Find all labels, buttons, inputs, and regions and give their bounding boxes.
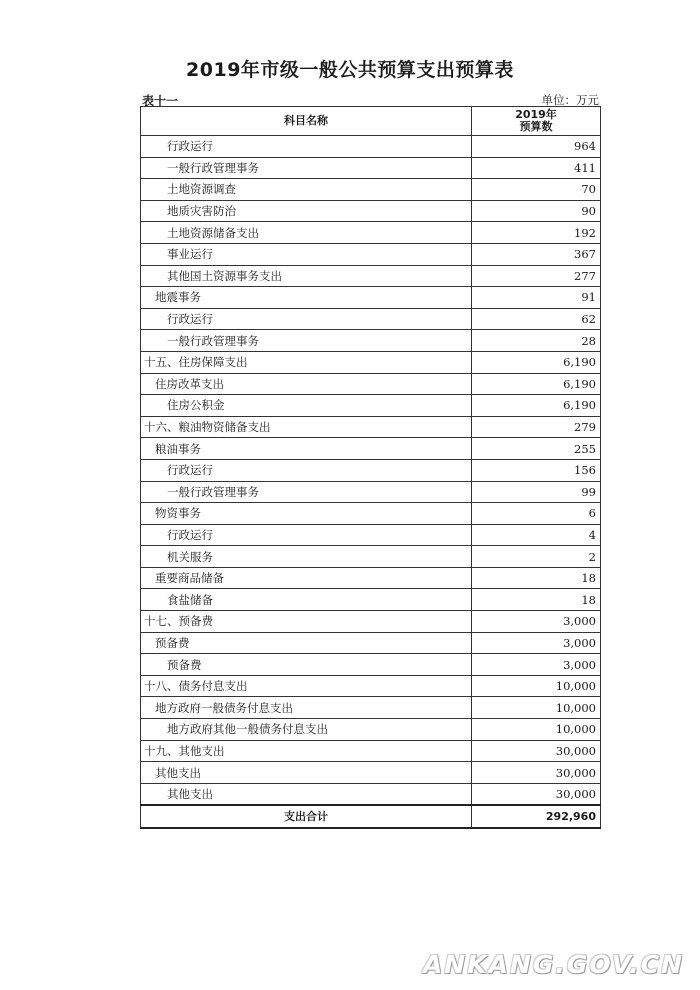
row-amount: 70 bbox=[472, 179, 601, 201]
row-subject-name: 其他国土资源事务支出 bbox=[141, 265, 472, 287]
table-number: 表十一 bbox=[142, 94, 179, 108]
header-budget-amount bbox=[472, 107, 601, 136]
budget-table bbox=[140, 106, 601, 829]
header-subject-name: 科目名称 bbox=[141, 107, 472, 136]
row-amount: 255 bbox=[472, 438, 601, 460]
row-amount: 6 bbox=[472, 503, 601, 525]
table-row bbox=[141, 395, 601, 417]
row-amount: 411 bbox=[472, 157, 601, 179]
row-subject-name: 住房公积金 bbox=[141, 395, 472, 417]
table-row bbox=[141, 524, 601, 546]
row-subject-name: 住房改革支出 bbox=[141, 373, 472, 395]
row-amount: 10,000 bbox=[472, 697, 601, 719]
row-amount: 6,190 bbox=[472, 373, 601, 395]
table-row bbox=[141, 740, 601, 762]
unit-label: 单位：万元 bbox=[541, 93, 599, 107]
total-row bbox=[141, 805, 601, 828]
row-subject-name: 行政运行 bbox=[141, 459, 472, 481]
row-amount: 10,000 bbox=[472, 719, 601, 741]
table-row bbox=[141, 459, 601, 481]
table-row bbox=[141, 611, 601, 633]
row-subject-name: 一般行政管理事务 bbox=[141, 481, 472, 503]
table-row bbox=[141, 243, 601, 265]
row-subject-name: 地方政府其他一般债务付息支出 bbox=[141, 719, 472, 741]
table-row bbox=[141, 200, 601, 222]
row-amount: 3,000 bbox=[472, 611, 601, 633]
row-amount: 6,190 bbox=[472, 395, 601, 417]
row-amount: 2 bbox=[472, 546, 601, 568]
table-row bbox=[141, 308, 601, 330]
row-amount: 91 bbox=[472, 287, 601, 309]
table-row bbox=[141, 762, 601, 784]
row-amount: 367 bbox=[472, 243, 601, 265]
row-amount: 279 bbox=[472, 416, 601, 438]
row-amount: 30,000 bbox=[472, 783, 601, 805]
table-row bbox=[141, 179, 601, 201]
table-row bbox=[141, 697, 601, 719]
row-subject-name: 其他支出 bbox=[141, 762, 472, 784]
row-subject-name: 行政运行 bbox=[141, 136, 472, 158]
row-subject-name: 其他支出 bbox=[141, 783, 472, 805]
row-amount: 3,000 bbox=[472, 632, 601, 654]
table-header-row bbox=[141, 107, 601, 136]
row-subject-name: 土地资源储备支出 bbox=[141, 222, 472, 244]
row-amount: 90 bbox=[472, 200, 601, 222]
row-amount: 156 bbox=[472, 459, 601, 481]
row-amount: 964 bbox=[472, 136, 601, 158]
row-amount: 4 bbox=[472, 524, 601, 546]
table-row bbox=[141, 351, 601, 373]
table-row bbox=[141, 503, 601, 525]
total-amount: 292,960 bbox=[472, 805, 601, 828]
row-subject-name: 预备费 bbox=[141, 654, 472, 676]
table-row bbox=[141, 783, 601, 805]
table-row bbox=[141, 222, 601, 244]
row-subject-name: 行政运行 bbox=[141, 308, 472, 330]
row-amount: 99 bbox=[472, 481, 601, 503]
row-amount: 30,000 bbox=[472, 740, 601, 762]
row-amount: 18 bbox=[472, 589, 601, 611]
table-row bbox=[141, 416, 601, 438]
table-row bbox=[141, 654, 601, 676]
table-row bbox=[141, 719, 601, 741]
row-subject-name: 地震事务 bbox=[141, 287, 472, 309]
row-amount: 3,000 bbox=[472, 654, 601, 676]
table-row bbox=[141, 136, 601, 158]
row-amount: 6,190 bbox=[472, 351, 601, 373]
row-subject-name: 机关服务 bbox=[141, 546, 472, 568]
row-subject-name: 重要商品储备 bbox=[141, 567, 472, 589]
table-row bbox=[141, 330, 601, 352]
page-title: 2019年市级一般公共预算支出预算表 bbox=[186, 59, 514, 81]
table-row bbox=[141, 373, 601, 395]
row-subject-name: 一般行政管理事务 bbox=[141, 330, 472, 352]
row-subject-name: 土地资源调查 bbox=[141, 179, 472, 201]
header-year: 2019年 bbox=[515, 108, 557, 121]
table-row bbox=[141, 481, 601, 503]
table-row bbox=[141, 546, 601, 568]
table-row bbox=[141, 438, 601, 460]
row-amount: 62 bbox=[472, 308, 601, 330]
table-row bbox=[141, 589, 601, 611]
row-amount: 28 bbox=[472, 330, 601, 352]
row-amount: 192 bbox=[472, 222, 601, 244]
row-subject-name: 十五、住房保障支出 bbox=[141, 351, 472, 373]
row-subject-name: 十六、粮油物资储备支出 bbox=[141, 416, 472, 438]
row-amount: 18 bbox=[472, 567, 601, 589]
table-row bbox=[141, 632, 601, 654]
row-subject-name: 十七、预备费 bbox=[141, 611, 472, 633]
row-subject-name: 一般行政管理事务 bbox=[141, 157, 472, 179]
row-subject-name: 十九、其他支出 bbox=[141, 740, 472, 762]
row-subject-name: 行政运行 bbox=[141, 524, 472, 546]
row-subject-name: 物资事务 bbox=[141, 503, 472, 525]
row-subject-name: 地方政府一般债务付息支出 bbox=[141, 697, 472, 719]
row-amount: 10,000 bbox=[472, 675, 601, 697]
row-amount: 30,000 bbox=[472, 762, 601, 784]
row-subject-name: 预备费 bbox=[141, 632, 472, 654]
site-watermark: ANKANG.GOV.CN bbox=[422, 950, 684, 979]
table-row bbox=[141, 675, 601, 697]
row-subject-name: 十八、债务付息支出 bbox=[141, 675, 472, 697]
table-row bbox=[141, 567, 601, 589]
row-subject-name: 食盐储备 bbox=[141, 589, 472, 611]
row-subject-name: 地质灾害防治 bbox=[141, 200, 472, 222]
table-row bbox=[141, 265, 601, 287]
row-amount: 277 bbox=[472, 265, 601, 287]
row-subject-name: 事业运行 bbox=[141, 243, 472, 265]
header-amount-label: 预算数 bbox=[519, 120, 553, 133]
row-subject-name: 粮油事务 bbox=[141, 438, 472, 460]
table-row bbox=[141, 287, 601, 309]
table-row bbox=[141, 157, 601, 179]
total-label: 支出合计 bbox=[141, 805, 472, 828]
